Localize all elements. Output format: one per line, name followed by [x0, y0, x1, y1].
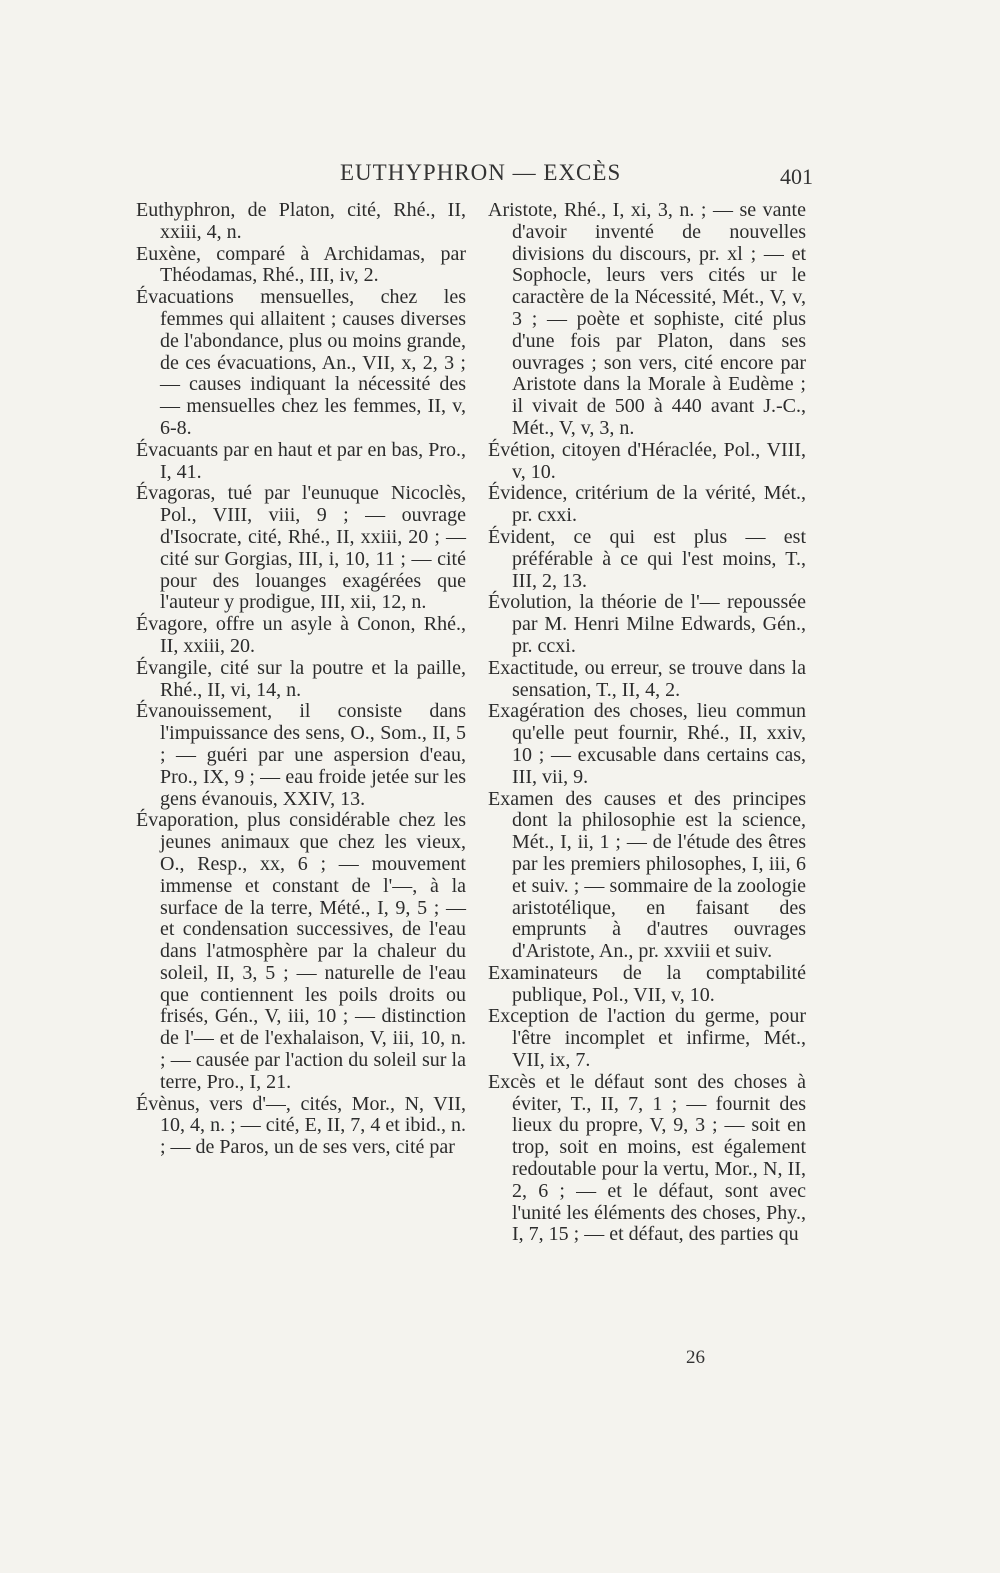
index-entry: Aristote, Rhé., I, xi, 3, n. ; — se vante d'avoir inventé de nouvelles divisions du discours, pr. xl ; — et Sophocle, leurs vers cités ur le caractère de la Nécessité, Mét., V, v, 3 ; — poète et sophiste, cité plus d'une fois par Platon, dans ses ouvrages ; son vers, cité encore par Aristote dans la Morale à Eudème ; il vivait de 500 à 440 avant J.-C., Mét., V, v, 3, n. — [488, 199, 806, 439]
running-head — [0, 160, 1000, 194]
index-entry: Évidence, critérium de la vérité, Mét., pr. cxxi. — [488, 482, 806, 527]
index-entry: Euxène, comparé à Archidamas, par Théodamas, Rhé., III, iv, 2. — [136, 242, 466, 287]
index-entry: Évangile, cité sur la poutre et la paille, Rhé., II, vi, 14, n. — [136, 656, 466, 701]
index-entry: Évènus, vers d'—, cités, Mor., N, VII, 10, 4, n. ; — cité, E, II, 7, 4 et ibid., n. ; — de Paros, un de ses vers, cité par — [136, 1092, 466, 1159]
index-entry: Évident, ce qui est plus — est préférable à ce qui l'est moins, T., III, 2, 13. — [488, 525, 806, 592]
index-entry: Euthyphron, de Platon, cité, Rhé., II, xxiii, 4, n. — [136, 199, 466, 243]
index-entry: Évagoras, tué par l'eunuque Nicoclès, Pol., VIII, viii, 9 ; — ouvrage d'Isocrate, cité, Rhé., II, xxiii, 20 ; — cité sur Gorgias, III, i, 10, 11 ; — cité pour des louanges exagérées que l'auteur y prodigue, III, xii, 12, n. — [136, 482, 466, 614]
index-entry: Excès et le défaut sont des choses à éviter, T., II, 7, 1 ; — fournit des lieux du propre, V, 9, 3 ; — soit en trop, soit en moins, est également redoutable pour la vertu, Mor., N, II, 2, 6 ; — et le défaut, sont avec l'unité les éléments des choses, Phy., I, 7, 15 ; — et défaut, des parties qu — [488, 1070, 806, 1246]
index-entry: Évanouissement, il consiste dans l'impuissance des sens, O., Som., II, 5 ; — guéri par une aspersion d'eau, Pro., IX, 9 ; — eau froide jetée sur les gens évanouis, XXIV, 13. — [136, 700, 466, 810]
index-entry: Exactitude, ou erreur, se trouve dans la sensation, T., II, 4, 2. — [488, 656, 806, 701]
page-number: 401 — [780, 164, 813, 189]
index-entry: Évétion, citoyen d'Héraclée, Pol., VIII, v, 10. — [488, 438, 806, 483]
index-entry: Exception de l'action du germe, pour l'être incomplet et infirme, Mét., VII, ix, 7. — [488, 1005, 806, 1072]
index-entry: Évacuations mensuelles, chez les femmes qui allaitent ; causes diverses de l'abondance, plus ou moins grande, de ces évacuations, An., VII, x, 2, 3 ; — causes indiquant la nécessité des — mensuelles chez les femmes, II, v, 6-8. — [136, 286, 466, 439]
index-entry: Évacuants par en haut et par en bas, Pro., I, 41. — [136, 438, 466, 483]
index-entry: Évagore, offre un asyle à Conon, Rhé., II, xxiii, 20. — [136, 613, 466, 657]
running-title: EUTHYPHRON — EXCÈS — [340, 160, 622, 185]
index-entry: Exagération des choses, lieu commun qu'elle peut fournir, Rhé., II, xxiv, 10 ; — excusable dans certains cas, III, vii, 9. — [488, 700, 806, 788]
right-column — [488, 200, 806, 1246]
index-entry: Examen des causes et des principes dont la philosophie est la science, Mét., I, ii, 1 ; — de l'étude des êtres par les premiers philosophes, I, iii, 6 et suiv. ; — sommaire de la zoologie aristotélique, en faisant des emprunts à d'autres ouvrages d'Aristote, An., pr. xxviii et suiv. — [488, 787, 806, 963]
left-column — [136, 200, 466, 1159]
signature-mark: 26 — [686, 1347, 705, 1368]
index-entry: Évolution, la théorie de l'— repoussée par M. Henri Milne Edwards, Gén., pr. ccxi. — [488, 591, 806, 657]
index-entry: Évaporation, plus considérable chez les jeunes animaux que chez les vieux, O., Resp., xx, 6 ; — mouvement immense et constant de l'—, à la surface de la terre, Mété., I, 9, 5 ; — et condensation successives, de l'eau dans l'atmosphère par la chaleur du soleil, II, 3, 5 ; — naturelle de l'eau que contiennent les poils droits ou frisés, Gén., V, iii, 10 ; — distinction de l'— et de l'exhalaison, V, iii, 10, n. ; — causée par l'action du soleil sur la terre, Pro., I, 21. — [136, 809, 466, 1093]
index-entry: Examinateurs de la comptabilité publique, Pol., VII, v, 10. — [488, 961, 806, 1006]
